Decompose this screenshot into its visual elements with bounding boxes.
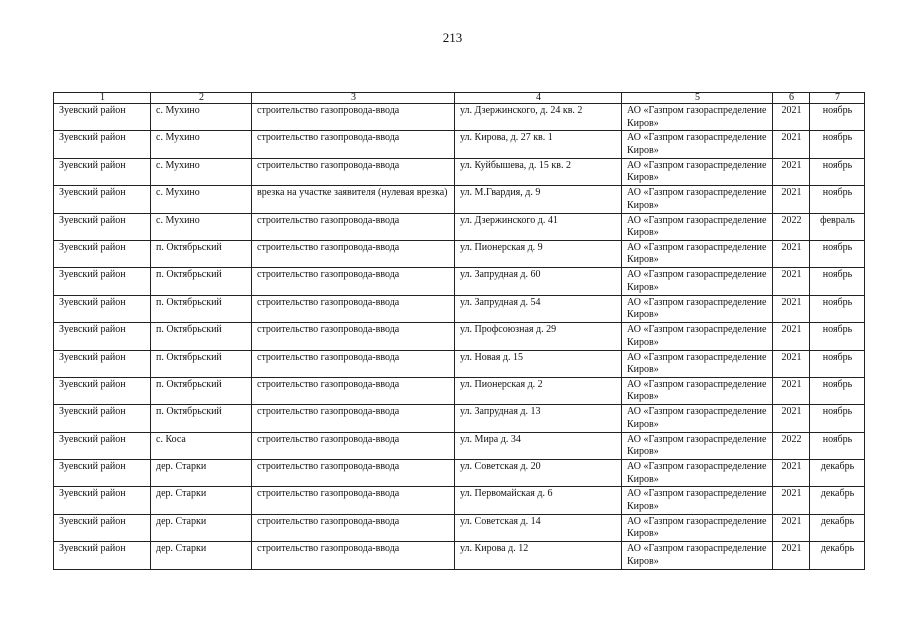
month-cell: ноябрь [810,104,865,131]
year-cell: 2021 [773,158,810,185]
month-cell: ноябрь [810,131,865,158]
contractor-cell: АО «Газпром газораспределение Киров» [622,377,773,404]
column-header: 1 [54,93,151,104]
month-cell: ноябрь [810,186,865,213]
settlement-cell: дер. Старки [151,514,252,541]
month-cell: декабрь [810,542,865,569]
contractor-cell: АО «Газпром газораспределение Киров» [622,240,773,267]
month-cell: ноябрь [810,350,865,377]
district-cell: Зуевский район [54,460,151,487]
work-type-cell: строительство газопровода-ввода [252,158,455,185]
year-cell: 2021 [773,240,810,267]
table-row [54,295,865,322]
address-cell: ул. Новая д. 15 [455,350,622,377]
contractor-cell: АО «Газпром газораспределение Киров» [622,131,773,158]
settlement-cell: дер. Старки [151,487,252,514]
work-type-cell: строительство газопровода-ввода [252,323,455,350]
year-cell: 2021 [773,295,810,322]
settlement-cell: дер. Старки [151,460,252,487]
year-cell: 2021 [773,131,810,158]
district-cell: Зуевский район [54,542,151,569]
work-type-cell: строительство газопровода-ввода [252,487,455,514]
contractor-cell: АО «Газпром газораспределение Киров» [622,104,773,131]
year-cell: 2022 [773,432,810,459]
district-cell: Зуевский район [54,240,151,267]
work-type-cell: строительство газопровода-ввода [252,295,455,322]
table-body [54,104,865,570]
table-row [54,377,865,404]
table-row [54,213,865,240]
year-cell: 2021 [773,460,810,487]
contractor-cell: АО «Газпром газораспределение Киров» [622,432,773,459]
table-row [54,405,865,432]
year-cell: 2021 [773,405,810,432]
work-type-cell: строительство газопровода-ввода [252,350,455,377]
table-row [54,240,865,267]
table-row [54,186,865,213]
contractor-cell: АО «Газпром газораспределение Киров» [622,405,773,432]
year-cell: 2021 [773,268,810,295]
month-cell: ноябрь [810,240,865,267]
address-cell: ул. Кирова, д. 27 кв. 1 [455,131,622,158]
month-cell: ноябрь [810,158,865,185]
settlement-cell: п. Октябрьский [151,405,252,432]
table-row [54,350,865,377]
month-cell: ноябрь [810,405,865,432]
settlement-cell: дер. Старки [151,542,252,569]
district-cell: Зуевский район [54,405,151,432]
contractor-cell: АО «Газпром газораспределение Киров» [622,268,773,295]
address-cell: ул. Запрудная д. 54 [455,295,622,322]
year-cell: 2021 [773,186,810,213]
page-number: 213 [442,30,463,45]
district-cell: Зуевский район [54,104,151,131]
column-header: 4 [455,93,622,104]
month-cell: ноябрь [810,432,865,459]
work-type-cell: врезка на участке заявителя (нулевая врезка) [252,186,455,213]
contractor-cell: АО «Газпром газораспределение Киров» [622,295,773,322]
district-cell: Зуевский район [54,350,151,377]
year-cell: 2021 [773,350,810,377]
work-type-cell: строительство газопровода-ввода [252,104,455,131]
district-cell: Зуевский район [54,295,151,322]
work-type-cell: строительство газопровода-ввода [252,131,455,158]
year-cell: 2021 [773,104,810,131]
year-cell: 2021 [773,542,810,569]
work-type-cell: строительство газопровода-ввода [252,542,455,569]
contractor-cell: АО «Газпром газораспределение Киров» [622,158,773,185]
settlement-cell: п. Октябрьский [151,377,252,404]
settlement-cell: с. Мухино [151,213,252,240]
work-type-cell: строительство газопровода-ввода [252,377,455,404]
column-header: 6 [773,93,810,104]
contractor-cell: АО «Газпром газораспределение Киров» [622,487,773,514]
address-cell: ул. Советская д. 20 [455,460,622,487]
column-header: 5 [622,93,773,104]
district-cell: Зуевский район [54,514,151,541]
month-cell: февраль [810,213,865,240]
month-cell: ноябрь [810,295,865,322]
work-type-cell: строительство газопровода-ввода [252,213,455,240]
district-cell: Зуевский район [54,323,151,350]
settlement-cell: с. Коса [151,432,252,459]
table-row [54,487,865,514]
address-cell: ул. Куйбышева, д. 15 кв. 2 [455,158,622,185]
district-cell: Зуевский район [54,268,151,295]
settlement-cell: с. Мухино [151,104,252,131]
address-cell: ул. М.Гвардия, д. 9 [455,186,622,213]
month-cell: ноябрь [810,323,865,350]
contractor-cell: АО «Газпром газораспределение Киров» [622,460,773,487]
settlement-cell: п. Октябрьский [151,323,252,350]
work-type-cell: строительство газопровода-ввода [252,405,455,432]
settlement-cell: п. Октябрьский [151,350,252,377]
year-cell: 2021 [773,514,810,541]
table-row [54,158,865,185]
gas-connection-table [53,92,865,570]
work-type-cell: строительство газопровода-ввода [252,432,455,459]
month-cell: декабрь [810,460,865,487]
year-cell: 2021 [773,323,810,350]
table-row [54,104,865,131]
contractor-cell: АО «Газпром газораспределение Киров» [622,213,773,240]
column-header: 3 [252,93,455,104]
settlement-cell: п. Октябрьский [151,240,252,267]
district-cell: Зуевский район [54,131,151,158]
address-cell: ул. Пионерская д. 2 [455,377,622,404]
district-cell: Зуевский район [54,487,151,514]
contractor-cell: АО «Газпром газораспределение Киров» [622,542,773,569]
settlement-cell: с. Мухино [151,186,252,213]
address-cell: ул. Запрудная д. 13 [455,405,622,432]
table-row [54,131,865,158]
address-cell: ул. Дзержинского, д. 24 кв. 2 [455,104,622,131]
settlement-cell: с. Мухино [151,131,252,158]
address-cell: ул. Мира д. 34 [455,432,622,459]
column-header: 2 [151,93,252,104]
table-row [54,514,865,541]
year-cell: 2021 [773,487,810,514]
address-cell: ул. Советская д. 14 [455,514,622,541]
work-type-cell: строительство газопровода-ввода [252,240,455,267]
month-cell: декабрь [810,514,865,541]
contractor-cell: АО «Газпром газораспределение Киров» [622,350,773,377]
table-row [54,542,865,569]
address-cell: ул. Дзержинского д. 41 [455,213,622,240]
work-type-cell: строительство газопровода-ввода [252,268,455,295]
district-cell: Зуевский район [54,186,151,213]
address-cell: ул. Первомайская д. 6 [455,487,622,514]
contractor-cell: АО «Газпром газораспределение Киров» [622,323,773,350]
settlement-cell: с. Мухино [151,158,252,185]
address-cell: ул. Профсоюзная д. 29 [455,323,622,350]
address-cell: ул. Запрудная д. 60 [455,268,622,295]
header-row [54,93,865,104]
settlement-cell: п. Октябрьский [151,268,252,295]
month-cell: ноябрь [810,377,865,404]
district-cell: Зуевский район [54,432,151,459]
contractor-cell: АО «Газпром газораспределение Киров» [622,514,773,541]
address-cell: ул. Кирова д. 12 [455,542,622,569]
table-row [54,460,865,487]
year-cell: 2021 [773,377,810,404]
table-row [54,323,865,350]
year-cell: 2022 [773,213,810,240]
month-cell: ноябрь [810,268,865,295]
district-cell: Зуевский район [54,377,151,404]
settlement-cell: п. Октябрьский [151,295,252,322]
work-type-cell: строительство газопровода-ввода [252,514,455,541]
table-row [54,268,865,295]
address-cell: ул. Пионерская д. 9 [455,240,622,267]
table-row [54,432,865,459]
district-cell: Зуевский район [54,213,151,240]
column-header: 7 [810,93,865,104]
month-cell: декабрь [810,487,865,514]
district-cell: Зуевский район [54,158,151,185]
contractor-cell: АО «Газпром газораспределение Киров» [622,186,773,213]
work-type-cell: строительство газопровода-ввода [252,460,455,487]
